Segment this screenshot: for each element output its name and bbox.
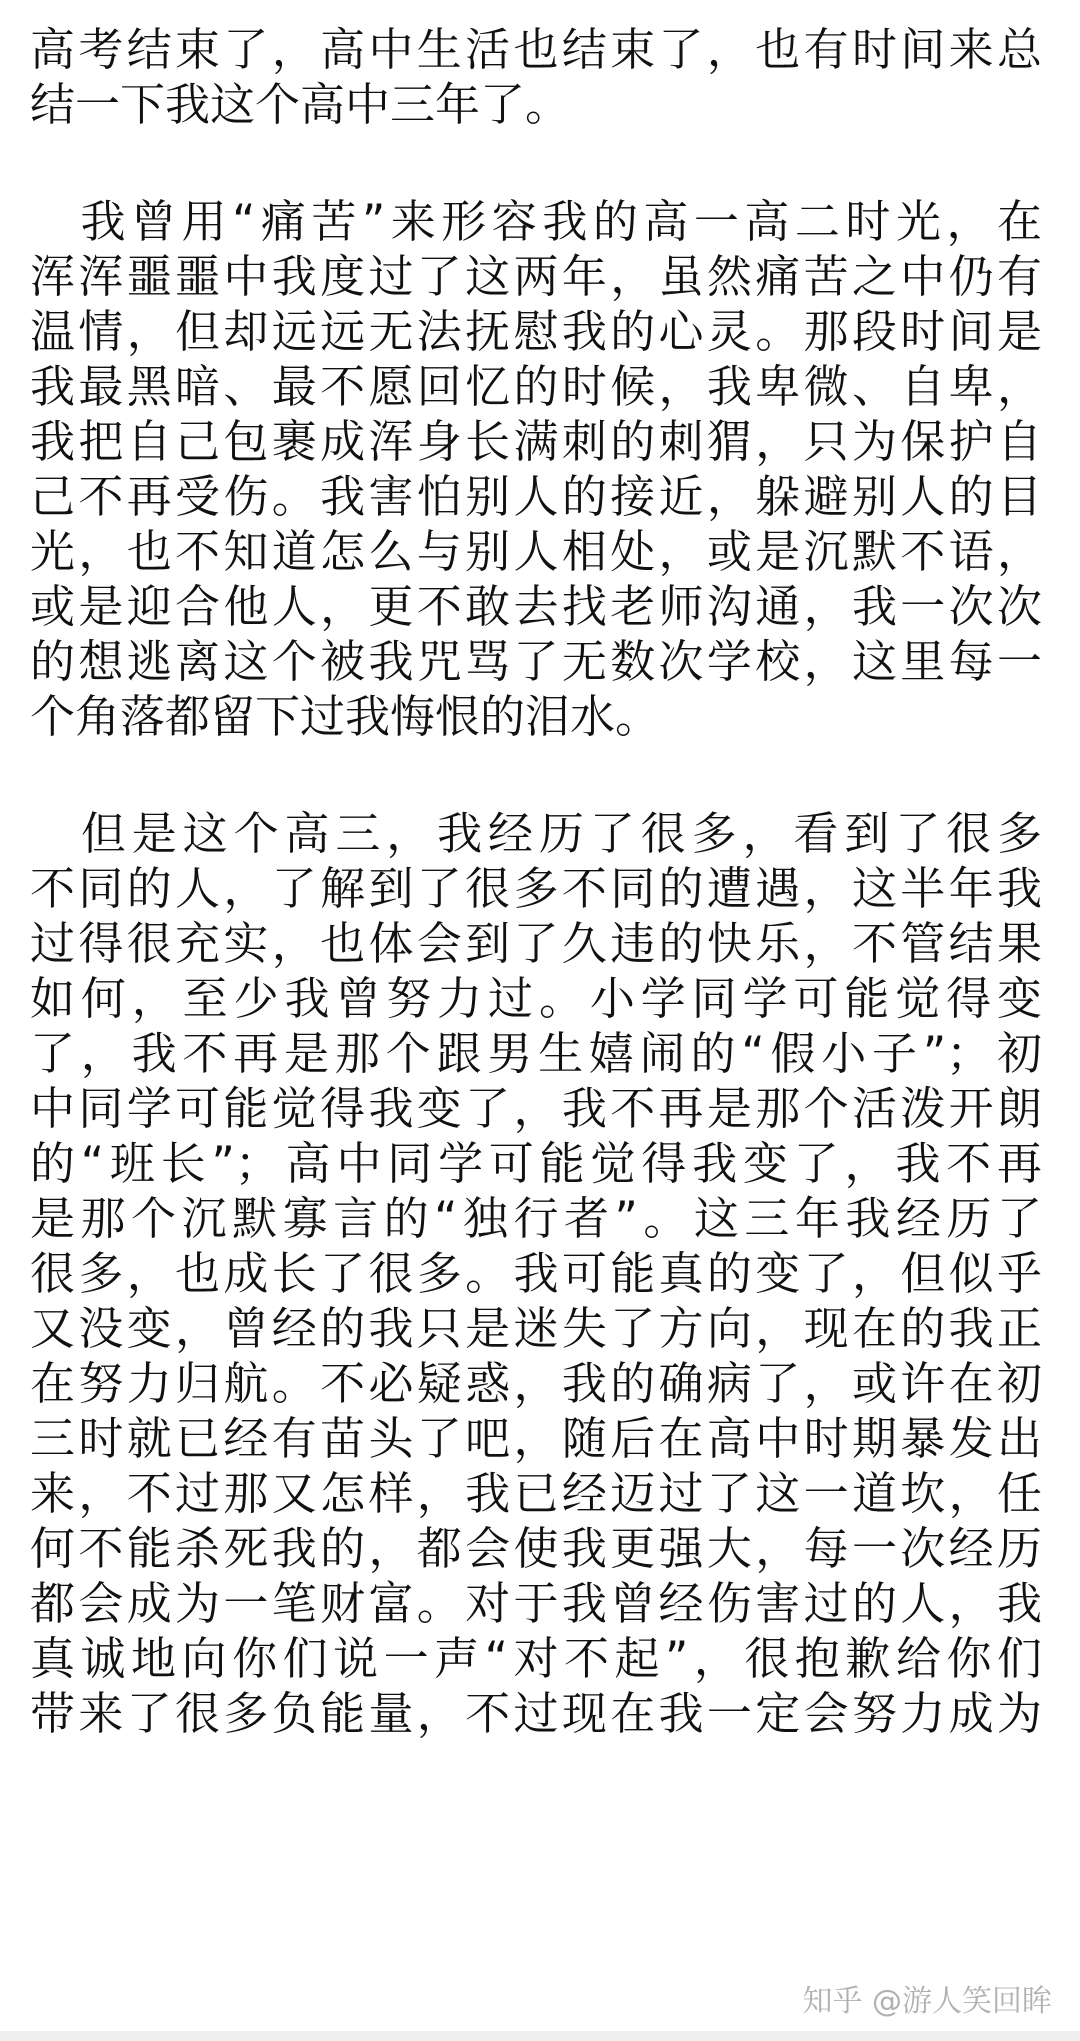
text-line: 高考结束了，高中生活也结束了，也有时间来总: [30, 23, 1042, 76]
text-line: 来，不过那又怎样，我已经迈过了这一道坎，任: [30, 1467, 1042, 1520]
text-line: 的想逃离这个被我咒骂了无数次学校，这里每一: [30, 635, 1042, 688]
text-line: 真诚地向你们说一声“对不起”，很抱歉给你们: [30, 1632, 1042, 1685]
text-line: 结一下我这个高中三年了。: [30, 78, 571, 131]
text-line: 我最黑暗、最不愿回忆的时候，我卑微、自卑，: [30, 360, 1042, 413]
text-line: 如何，至少我曾努力过。小学同学可能觉得变: [30, 972, 1042, 1025]
text-line: 在努力归航。不必疑惑，我的确病了，或许在初: [30, 1357, 1042, 1410]
text-line: 我曾用“痛苦”来形容我的高一高二时光，在: [30, 195, 1042, 248]
text-line: 中同学可能觉得我变了，我不再是那个活泼开朗: [30, 1082, 1042, 1135]
text-line: 我把自己包裹成浑身长满刺的刺猬，只为保护自: [30, 415, 1042, 468]
paragraph: [30, 22, 1042, 132]
text-line: 或是迎合他人，更不敢去找老师沟通，我一次次: [30, 580, 1042, 633]
paragraph: [30, 194, 1042, 744]
bottom-strip: [0, 2031, 1080, 2041]
text-line: 浑浑噩噩中我度过了这两年，虽然痛苦之中仍有: [30, 250, 1042, 303]
text-line: 三时就已经有苗头了吧，随后在高中时期暴发出: [30, 1412, 1042, 1465]
text-line: 个角落都留下过我悔恨的泪水。: [30, 690, 661, 743]
text-line: 了，我不再是那个跟男生嬉闹的“假小子”；初: [30, 1027, 1042, 1080]
text-line: 己不再受伤。我害怕别人的接近，躲避别人的目: [30, 470, 1042, 523]
text-line: 何不能杀死我的，都会使我更强大，每一次经历: [30, 1522, 1042, 1575]
handwritten-document: [30, 22, 1042, 1741]
text-line: 的“班长”；高中同学可能觉得我变了，我不再: [30, 1137, 1042, 1190]
text-line: 但是这个高三，我经历了很多，看到了很多: [30, 807, 1042, 860]
text-line: 是那个沉默寡言的“独行者”。这三年我经历了: [30, 1192, 1042, 1245]
text-line: 不同的人，了解到了很多不同的遭遇，这半年我: [30, 862, 1042, 915]
text-line: 都会成为一笔财富。对于我曾经伤害过的人，我: [30, 1577, 1042, 1630]
text-line: 很多，也成长了很多。我可能真的变了，但似乎: [30, 1247, 1042, 1300]
text-line: 又没变，曾经的我只是迷失了方向，现在的我正: [30, 1302, 1042, 1355]
paragraph: [30, 806, 1042, 1741]
zhihu-watermark: 知乎 @游人笑回眸: [802, 1984, 1052, 2019]
text-line: 过得很充实，也体会到了久违的快乐，不管结果: [30, 917, 1042, 970]
text-line: 光，也不知道怎么与别人相处，或是沉默不语，: [30, 525, 1042, 578]
text-line: 温情，但却远远无法抚慰我的心灵。那段时间是: [30, 305, 1042, 358]
text-line: 带来了很多负能量，不过现在我一定会努力成为: [30, 1687, 1042, 1740]
